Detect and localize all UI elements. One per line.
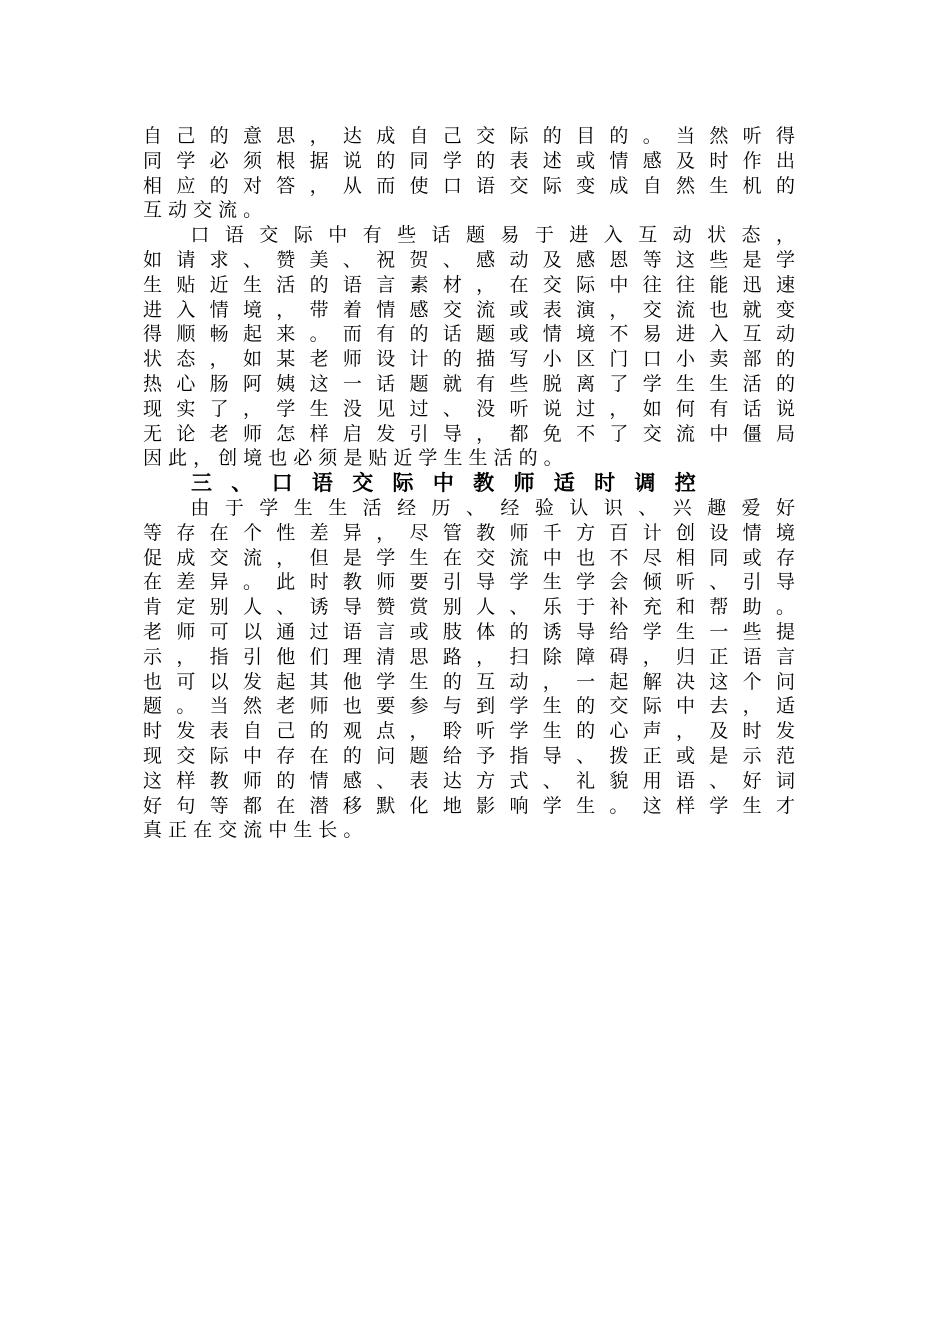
paragraph-line: 无 论 老 师 怎 样 启 发 引 导 ， 都 免 不 了 交 流 中 僵 局 xyxy=(143,422,795,445)
paragraph-line: 题 。 当 然 老 师 也 要 参 与 到 学 生 的 交 际 中 去 ， 适 xyxy=(143,695,795,718)
paragraph-2 xyxy=(143,223,795,471)
paragraph-line: 示 ， 指 引 他 们 理 清 思 路 ， 扫 除 障 碍 ， 归 正 语 言 xyxy=(143,645,795,668)
paragraph-line: 状 态 ， 如 某 老 师 设 计 的 描 写 小 区 门 口 小 卖 部 的 xyxy=(143,348,795,371)
paragraph-1 xyxy=(143,124,795,223)
paragraph-line: 现 交 际 中 存 在 的 问 题 给 予 指 导 、 拨 正 或 是 示 范 xyxy=(143,744,795,767)
paragraph-line: 时 发 表 自 己 的 观 点 ， 聆 听 学 生 的 心 声 ， 及 时 发 xyxy=(143,720,795,743)
paragraph-line: 进 入 情 境 ， 带 着 情 感 交 流 或 表 演 ， 交 流 也 就 变 xyxy=(143,298,795,321)
paragraph-line: 得 顺 畅 起 来 。 而 有 的 话 题 或 情 境 不 易 进 入 互 动 xyxy=(143,323,795,346)
paragraph-line: 由 于 学 生 生 活 经 历 、 经 验 认 识 、 兴 趣 爱 好 xyxy=(143,496,795,519)
paragraph-line: 相 应 的 对 答 ， 从 而 使 口 语 交 际 变 成 自 然 生 机 的 xyxy=(143,174,795,197)
paragraph-line: 肯 定 别 人 、 诱 导 赞 赏 别 人 、 乐 于 补 充 和 帮 助 。 xyxy=(143,596,795,619)
paragraph-line: 真 正 在 交 流 中 生 长 。 xyxy=(143,819,363,842)
paragraph-line: 这 样 教 师 的 情 感 、 表 达 方 式 、 礼 貌 用 语 、 好 词 xyxy=(143,769,795,792)
paragraph-3 xyxy=(143,496,795,843)
paragraph-line: 等 存 在 个 性 差 异 ， 尽 管 教 师 千 方 百 计 创 设 情 境 xyxy=(143,521,795,544)
paragraph-line: 因 此 ， 创 境 也 必 须 是 贴 近 学 生 生 活 的 。 xyxy=(143,447,563,470)
paragraph-line: 现 实 了 ， 学 生 没 见 过 、 没 听 说 过 ， 如 何 有 话 说 xyxy=(143,397,795,420)
paragraph-line: 同 学 必 须 根 据 说 的 同 学 的 表 述 或 情 感 及 时 作 出 xyxy=(143,149,795,172)
paragraph-line: 也 可 以 发 起 其 他 学 生 的 互 动 ， 一 起 解 决 这 个 问 xyxy=(143,670,795,693)
paragraph-line: 口 语 交 际 中 有 些 话 题 易 于 进 入 互 动 状 态 ， xyxy=(143,224,795,247)
paragraph-line: 老 师 可 以 通 过 语 言 或 肢 体 的 诱 导 给 学 生 一 些 提 xyxy=(143,620,795,643)
paragraph-line: 自 己 的 意 思 ， 达 成 自 己 交 际 的 目 的 。 当 然 听 得 xyxy=(143,125,795,147)
paragraph-line: 热 心 肠 阿 姨 这 一 话 题 就 有 些 脱 离 了 学 生 生 活 的 xyxy=(143,372,795,395)
paragraph-line: 好 句 等 都 在 潜 移 默 化 地 影 响 学 生 。 这 样 学 生 才 xyxy=(143,794,795,817)
document-body xyxy=(143,124,795,843)
paragraph-line: 在 差 异 。 此 时 教 师 要 引 导 学 生 学 会 倾 听 、 引 导 xyxy=(143,571,795,594)
paragraph-line: 互 动 交 流 。 xyxy=(143,199,263,222)
section-heading: 三 、 口 语 交 际 中 教 师 适 时 调 控 xyxy=(191,471,702,496)
paragraph-line: 促 成 交 流 ， 但 是 学 生 在 交 流 中 也 不 尽 相 同 或 存 xyxy=(143,546,795,569)
paragraph-line: 生 贴 近 生 活 的 语 言 素 材 ， 在 交 际 中 往 往 能 迅 速 xyxy=(143,273,795,296)
paragraph-line: 如 请 求 、 赞 美 、 祝 贺 、 感 动 及 感 恩 等 这 些 是 学 xyxy=(143,248,795,271)
